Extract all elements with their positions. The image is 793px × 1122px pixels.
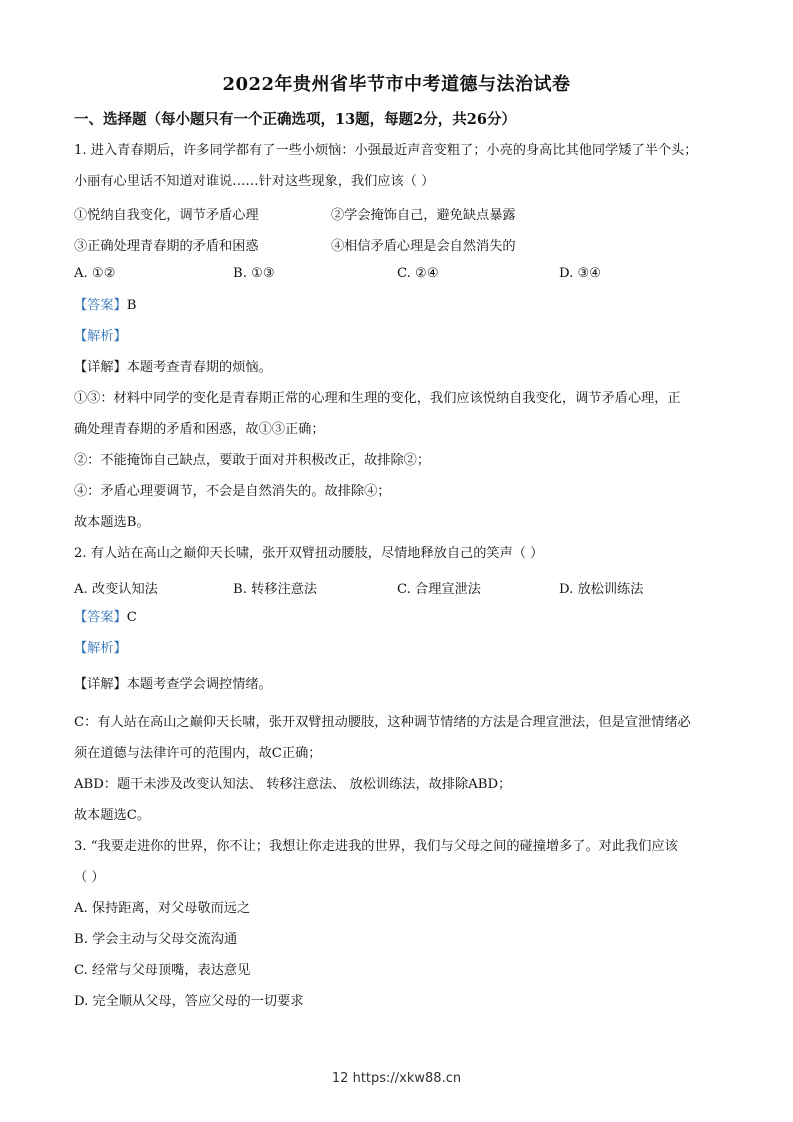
- q2-option-d: D. 放松训练法: [559, 582, 644, 597]
- q1-detail: 【详解】本题考查青春期的烦恼。: [74, 360, 272, 375]
- q1-conclusion: 故本题选B。: [74, 515, 150, 530]
- q2-explanation-2: ABD：题干未涉及改变认知法、 转移注意法、 放松训练法，故排除ABD；: [74, 777, 512, 792]
- q2-option-a: A. 改变认知法: [74, 582, 158, 597]
- q1-explanation-3: ④：矛盾心理要调节，不会是自然消失的。故排除④；: [74, 484, 391, 499]
- q1-analysis-tag: 【解析】: [74, 329, 127, 344]
- q1-explanation-line-1: ①③：材料中同学的变化是青春期正常的心理和生理的变化，我们应该悦纳自我变化，调节矛盾心理，正: [74, 391, 681, 406]
- section-heading: 一、选择题（每小题只有一个正确选项，13题，每题2分，共26分）: [74, 111, 516, 128]
- q2-option-b: B. 转移注意法: [233, 582, 318, 597]
- q1-explanation-2: ②：不能掩饰自己缺点，要敢于面对并积极改正，故排除②；: [74, 453, 431, 468]
- q2-explanation-line-1: C：有人站在高山之巅仰天长啸，张开双臂扭动腰肢，这种调节情绪的方法是合理宣泄法，但是宣泄情绪必: [74, 715, 691, 730]
- q1-item-1: ①悦纳自我变化，调节矛盾心理: [74, 208, 259, 223]
- q2-explanation-line-2: 须在道德与法律许可的范围内，故C正确；: [74, 746, 322, 761]
- q1-option-d: D. ③④: [559, 266, 602, 281]
- answer-value: C: [126, 610, 137, 625]
- q1-stem-line-2: 小丽有心里话不知道对谁说……针对这些现象，我们应该（ ）: [74, 174, 435, 189]
- q2-detail: 【详解】本题考查学会调控情绪。: [74, 677, 272, 692]
- q2-stem: 2. 有人站在高山之巅仰天长啸，张开双臂扭动腰肢，尽情地释放自己的笑声（ ）: [74, 546, 544, 561]
- page-footer: 12 https://xkw88.cn: [331, 1071, 462, 1086]
- q1-item-3: ③正确处理青春期的矛盾和困惑: [74, 239, 259, 254]
- q2-conclusion: 故本题选C。: [74, 808, 151, 823]
- q2-answer-line: [74, 609, 724, 627]
- answer-tag: 【答案】: [74, 610, 127, 625]
- answer-tag: 【答案】: [74, 298, 127, 313]
- q1-option-b: B. ①③: [233, 266, 275, 281]
- q2-option-c: C. 合理宣泄法: [397, 582, 481, 597]
- q3-stem-line-2: （ ）: [74, 870, 105, 885]
- q3-option-c: C. 经常与父母顶嘴，表达意见: [74, 963, 251, 978]
- q3-option-b: B. 学会主动与父母交流沟通: [74, 932, 238, 947]
- q1-answer-line: [74, 297, 724, 315]
- q1-item-4: ④相信矛盾心理是会自然消失的: [331, 239, 516, 254]
- q3-option-d: D. 完全顺从父母，答应父母的一切要求: [74, 994, 304, 1009]
- q1-option-c: C. ②④: [397, 266, 439, 281]
- q1-explanation-line-2: 确处理青春期的矛盾和困惑，故①③正确；: [74, 422, 325, 437]
- document-title: 2022年贵州省毕节市中考道德与法治试卷: [222, 74, 571, 95]
- q1-item-2: ②学会掩饰自己，避免缺点暴露: [331, 208, 516, 223]
- q1-option-a: A. ①②: [74, 266, 116, 281]
- q1-stem-line-1: 1. 进入青春期后，许多同学都有了一些小烦恼：小强最近声音变粗了；小亮的身高比其他同学矮了半个头；: [74, 143, 698, 158]
- q2-analysis-tag: 【解析】: [74, 641, 127, 656]
- q3-option-a: A. 保持距离，对父母敬而远之: [74, 901, 251, 916]
- q3-stem-line-1: 3. “我要走进你的世界，你不让；我想让你走进我的世界，我们与父母之间的碰撞增多了。对此我们应该: [74, 839, 678, 854]
- answer-value: B: [126, 298, 137, 313]
